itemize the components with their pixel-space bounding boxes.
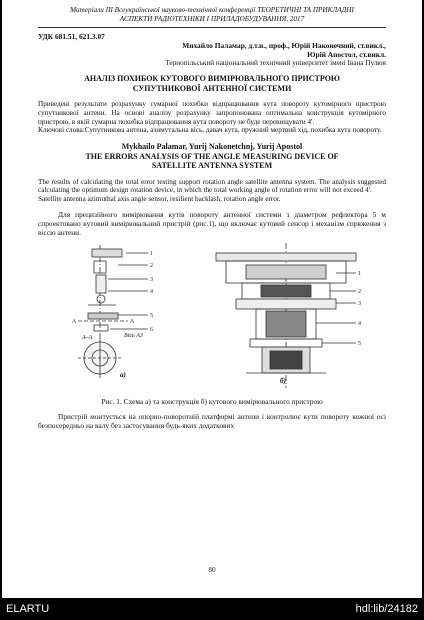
section-label: А–А (82, 335, 93, 342)
figure-caption: Рис. 1. Схема а) та конструкція б) кутового вимірювального пристрою (101, 397, 323, 407)
title-ua (38, 74, 386, 93)
svg-text:3: 3 (150, 277, 153, 284)
authors-ua-line-1: Михайло Паламар, д.т.н., проф., Юрій Наконечний, ст.викл., (182, 41, 386, 50)
title-ua-line-1: АНАЛІЗ ПОХИБОК КУТОВОГО ВИМІРЮВАЛЬНОГО ПРИСТРОЮ (84, 74, 340, 83)
keywords-en: Satellite antenna azimuthal axis angle sensor, resilient backlash, rotation angle error. (38, 195, 281, 204)
scheme-drawing (68, 243, 188, 393)
page-number: 80 (208, 566, 216, 574)
header-line-1: Матеріали ІІІ Всеукраїнської науково-технічної конференції ТЕОРЕТИЧНІ ТА ПРИКЛАДНІ (70, 6, 354, 14)
authors-en: Mykhailo Palamar, Yurij Nakonetchnj, Yurij Apostol (121, 142, 303, 152)
svg-text:А: А (72, 319, 77, 326)
paragraph-1: Для прецизійного вимірювання кутів повороту антенної системи з діаметром рефлектора 5 м спроектовано кутовий вимірювальний пристрій (рис.1), що включає кутовий сенсор і механізм спряження з віссю антени. (38, 210, 386, 238)
title-en-line-2: SATELLITE ANTENNA SYSTEM (151, 161, 273, 171)
figure-label-b: б) (280, 377, 286, 386)
authors-ua-line-2: Юрій Апостол, ст.викл. (307, 50, 386, 59)
abstract-en: The results of calculating the total error testing support rotation angle satellite antenna system. The analysis suggested calculating the optimum design rotation device, in which the total working angle of rotation error will not exceed 4'. (38, 177, 386, 195)
svg-text:5: 5 (358, 341, 361, 348)
repository-footer (0, 598, 424, 620)
title-en-line-1: THE ERRORS ANALYSIS OF THE ANGLE MEASURING DEVICE OF (85, 151, 339, 161)
construction-drawing (206, 243, 366, 393)
header-line-2: АСПЕКТИ РАДІОТЕХНІКИ І ПРИЛАДОБУДУВАННЯ, 2017 (119, 15, 305, 23)
footer-left: ELARTU (6, 603, 50, 615)
svg-text:1: 1 (150, 251, 153, 258)
footer-handle: hdl:lib/24182 (355, 603, 418, 615)
udk-code: УДК 681.51, 621.3.07 (38, 32, 105, 41)
svg-text:4: 4 (150, 289, 153, 296)
keywords-ua: Ключові слова:Супутникова антена, азимутальна вісь, давач кута, пружний мертвий хід, похибка кута повороту. (38, 126, 382, 135)
affiliation: Тернопільський національний технічний університет імені Івана Пулюя (165, 59, 386, 67)
axis-label: Вісь А3 (124, 333, 143, 340)
svg-text:2: 2 (150, 263, 153, 270)
abstract-ua: Приведені результати розрахунку сумарної похибки відпрацювання кута повороту кутомірного пристрою супутникової антени. На основі аналізу розрахунку запропонована оптимальна конструкція кутомірного пристрою, в якій сумарна похибка відпрацювання кута повороту не буде перевищувати 4'. (38, 100, 386, 126)
title-ua-line-2: СУПУТНИКОВОЇ АНТЕННОЇ СИСТЕМИ (132, 83, 292, 93)
paragraph-2: Пристрій монтується на опорно-поворотній платформі антени і контролює кути повороту кожної осі безпосередньо на валу без застосування будь-яких додаткових (38, 412, 386, 431)
svg-text:4: 4 (358, 321, 361, 328)
conference-header (38, 6, 386, 28)
svg-text:1: 1 (358, 271, 361, 278)
page (2, 0, 422, 598)
figure-1 (38, 243, 386, 393)
svg-text:3: 3 (358, 301, 361, 308)
svg-text:5: 5 (150, 313, 153, 320)
svg-text:6: 6 (150, 327, 153, 334)
english-heading (38, 142, 386, 171)
authors-ua (38, 41, 386, 59)
svg-text:2: 2 (358, 289, 361, 296)
figure-label-a: а) (120, 371, 126, 380)
svg-text:А: А (130, 319, 135, 326)
